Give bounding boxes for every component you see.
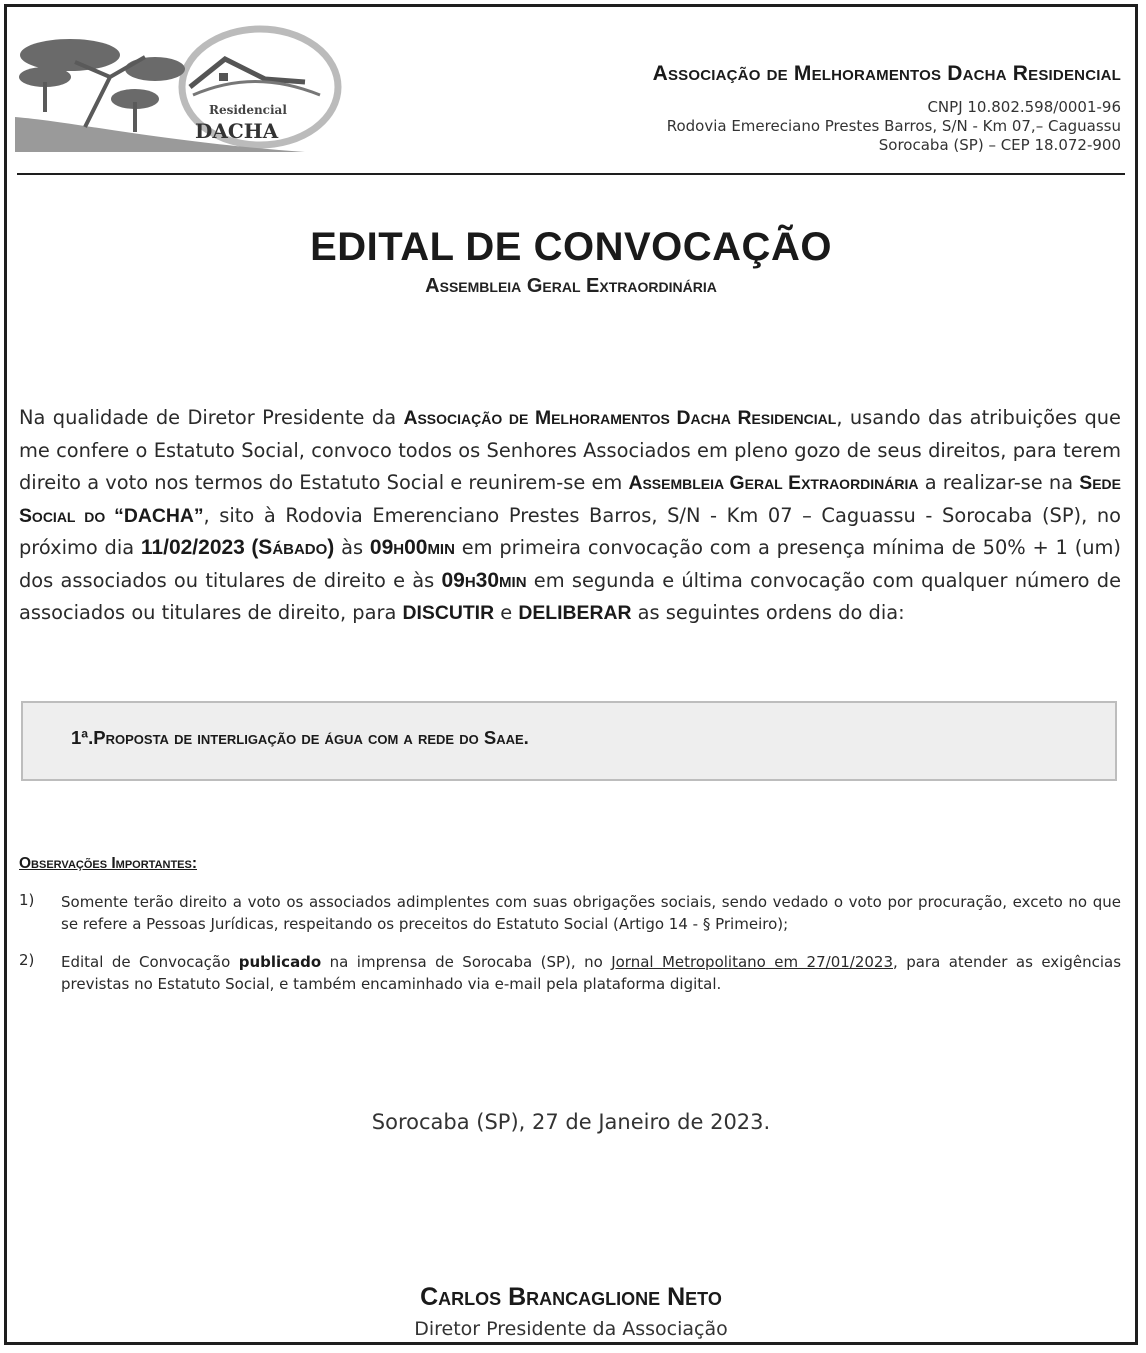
dacha-logo <box>15 17 345 157</box>
observation-text: Somente terão direito a voto os associados adimplentes com suas obrigações sociais, sendo vedado o voto por procuração, exceto no que se refere a Pessoas Jurídicas, respeitando os preceitos do Estatuto Social (Artigo 14 - § Primeiro); <box>61 893 1121 933</box>
observation-number: 1) <box>19 891 35 909</box>
page-title: EDITAL DE CONVOCAÇÃO <box>310 225 832 269</box>
body-bold-second-time: 09h30min <box>441 568 527 592</box>
body-text-part: às <box>334 536 370 559</box>
agenda-box <box>21 701 1117 781</box>
notice-frame <box>4 4 1138 1345</box>
observation-text-part: , para atender as exigências previstas no Estatuto Social, e também encaminhado via e-mail pela plataforma digital. <box>61 953 1122 993</box>
observation-item <box>19 951 1121 995</box>
body-bold-first-time: 09h00min <box>369 536 455 559</box>
observation-text-part: na imprensa de Sorocaba (SP), no <box>321 953 612 971</box>
association-name: Associação de Melhoramentos Dacha Residencial <box>652 62 1121 85</box>
header-divider <box>17 173 1125 175</box>
address-line-1: Rodovia Emereciano Prestes Barros, S/N - Km 07,– Caguassu <box>666 117 1121 135</box>
body-text-part: as seguintes ordens do dia: <box>631 601 905 624</box>
agenda-item-1: 1ª.Proposta de interligação de água com a rede do Saae. <box>71 727 529 748</box>
observation-underlined: Jornal Metropolitano em 27/01/2023 <box>611 953 894 971</box>
body-text-part: , sito à Rodovia Emerenciano Prestes Barros, S/N - Km 07 – Caguassu - Sorocaba (SP), no próximo dia <box>19 503 1121 559</box>
convocation-paragraph <box>19 402 1121 630</box>
body-text-part: Na qualidade de Diretor Presidente da <box>19 406 404 429</box>
body-text-part: , usando das atribuições que me confere o Estatuto Social, convoco todos os Senhores Associados em pleno gozo de seus direitos, para terem direito a voto nos termos do Estatuto Social e reunirem-se em <box>19 406 1121 494</box>
observation-item <box>19 891 1121 935</box>
page-subtitle: Assembleia Geral Extraordinária <box>425 275 717 297</box>
body-text-part: em primeira convocação com a presença mínima de 50% + 1 (um) dos associados ou titulares de direito e às <box>19 536 1121 592</box>
cnpj: CNPJ 10.802.598/0001-96 <box>927 98 1121 116</box>
observations-heading: Observações Importantes: <box>19 855 198 872</box>
body-bold-venue: Sede Social do “DACHA” <box>19 472 1121 527</box>
address-line-2: Sorocaba (SP) – CEP 18.072-900 <box>878 136 1121 154</box>
body-bold-assembly: Assembleia Geral Extraordinária <box>628 472 919 494</box>
signer-name: Carlos Brancaglione Neto <box>420 1283 722 1311</box>
observation-text-part: Edital de Convocação <box>61 953 239 971</box>
body-bold-association: Associação de Melhoramentos Dacha Residencial <box>403 407 837 429</box>
place-date: Sorocaba (SP), 27 de Janeiro de 2023. <box>371 1110 771 1134</box>
observation-number: 2) <box>19 951 35 969</box>
header-info <box>653 62 1121 155</box>
svg-text:DACHA: DACHA <box>195 119 279 143</box>
observation-bold: publicado <box>238 953 322 971</box>
svg-text:Residencial: Residencial <box>209 103 287 117</box>
body-text-part: em segunda e última convocação com qualquer número de associados ou titulares de direito, para <box>19 568 1121 624</box>
signer-role: Diretor Presidente da Associação <box>414 1318 728 1340</box>
observation-text <box>61 951 1121 995</box>
body-text-part: e <box>494 601 519 624</box>
body-bold-date: 11/02/2023 (Sábado) <box>140 536 335 559</box>
body-text-part: a realizar-se na <box>918 471 1080 494</box>
body-bold-discuss: DISCUTIR <box>402 602 495 624</box>
observations-list <box>19 891 1121 1011</box>
body-bold-deliberate: DELIBERAR <box>518 602 632 624</box>
